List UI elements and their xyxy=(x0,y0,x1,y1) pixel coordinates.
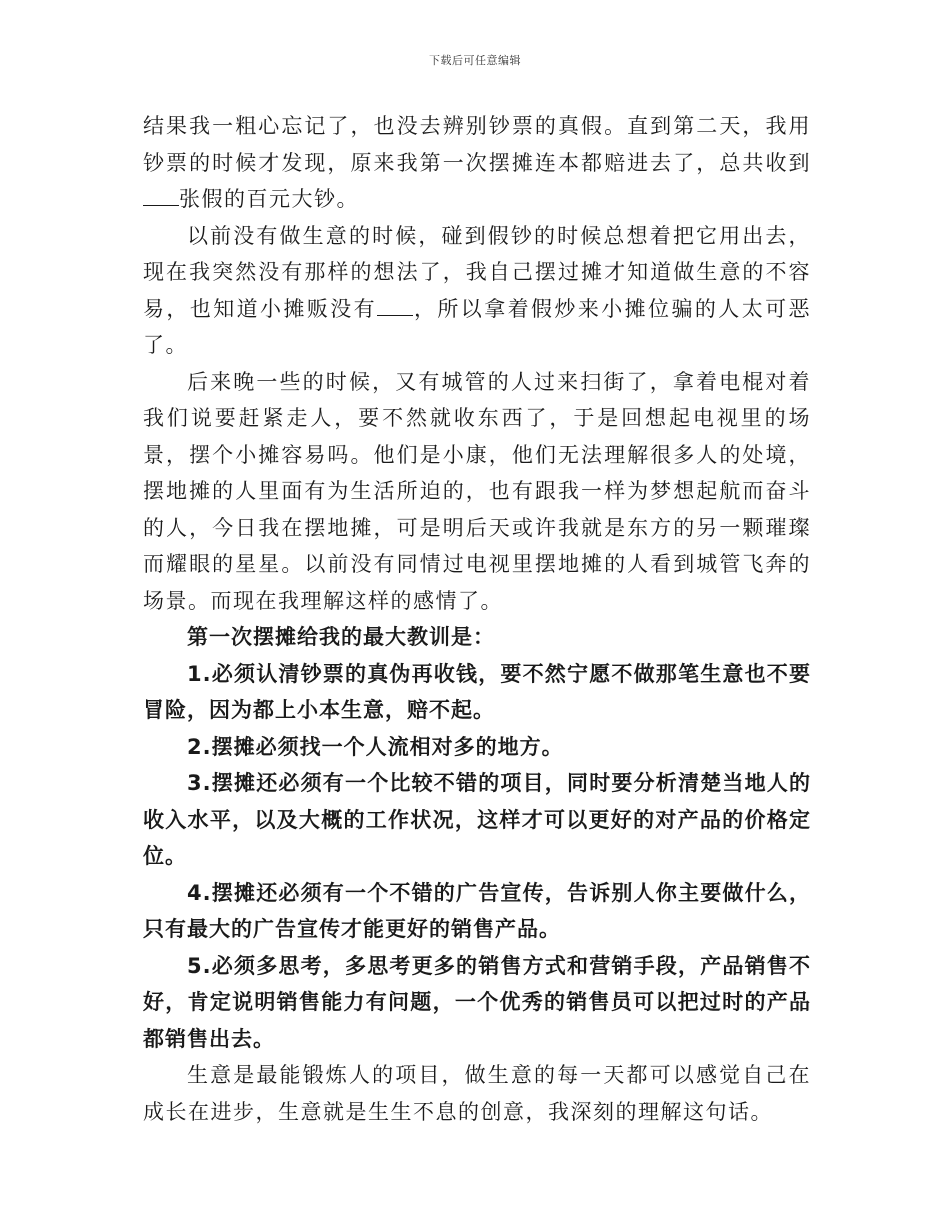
paragraph-conclusion: 生意是最能锻炼人的项目，做生意的每一天都可以感觉自己在成长在进步，生意就是生生不息的创意，我深刻的理解这句话。 xyxy=(143,1063,811,1124)
fill-in-blank xyxy=(377,297,413,316)
fill-in-blank xyxy=(143,187,179,206)
page-header: 下载后可任意编辑 xyxy=(429,54,521,67)
lessons-heading: 第一次摆摊给我的最大教训是： xyxy=(187,625,495,649)
paragraph-text: ，所以拿着假炒来小摊位骗的人太可恶了。 xyxy=(143,296,812,357)
document-body xyxy=(143,108,811,1130)
paragraph-text: 张假的百元大钞。 xyxy=(179,187,359,211)
lesson-item-1: 1.必须认清钞票的真伪再收钱，要不然宁愿不做那笔生意也不要冒险，因为都上小本生意，赔不起。 xyxy=(143,661,811,722)
paragraph-text: 以前没有做生意的时候，碰到假钞的时候总想着把它用出去，现在我突然没有那样的想法了，我自己摆过摊才知道做生意的不容易，也知道小摊贩没有 xyxy=(143,223,811,321)
lesson-item-4: 4.摆摊还必须有一个不错的广告宣传，告诉别人你主要做什么，只有最大的广告宣传才能更好的销售产品。 xyxy=(143,880,811,941)
paragraph-text: 结果我一粗心忘记了，也没去辨别钞票的真假。直到第二天，我用钞票的时候才发现，原来我第一次摆摊连本都赔进去了，总共收到 xyxy=(143,114,811,175)
lesson-item-5: 5.必须多思考，多思考更多的销售方式和营销手段，产品销售不好，肯定说明销售能力有问题，一个优秀的销售员可以把过时的产品都销售出去。 xyxy=(143,953,811,1051)
paragraph-city-management: 后来晚一些的时候，又有城管的人过来扫街了，拿着电棍对着我们说要赶紧走人，要不然就收东西了，于是回想起电视里的场景，摆个小摊容易吗。他们是小康，他们无法理解很多人的处境，摆地摊的人里面有为生活所迫的，也有跟我一样为梦想起航而奋斗的人，今日我在摆地摊，可是明后天或许我就是东方的另一颗璀璨而耀眼的星星。以前没有同情过电视里摆地摊的人看到城管飞奔的场景。而现在我理解这样的感情了。 xyxy=(143,369,811,613)
lesson-item-3: 3.摆摊还必须有一个比较不错的项目，同时要分析清楚当地人的收入水平，以及大概的工作状况，这样才可以更好的对产品的价格定位。 xyxy=(143,771,811,868)
paragraph-fake-banknotes xyxy=(143,108,811,218)
paragraph-reflection xyxy=(143,218,811,364)
lesson-item-2: 2.摆摊必须找一个人流相对多的地方。 xyxy=(187,734,564,759)
